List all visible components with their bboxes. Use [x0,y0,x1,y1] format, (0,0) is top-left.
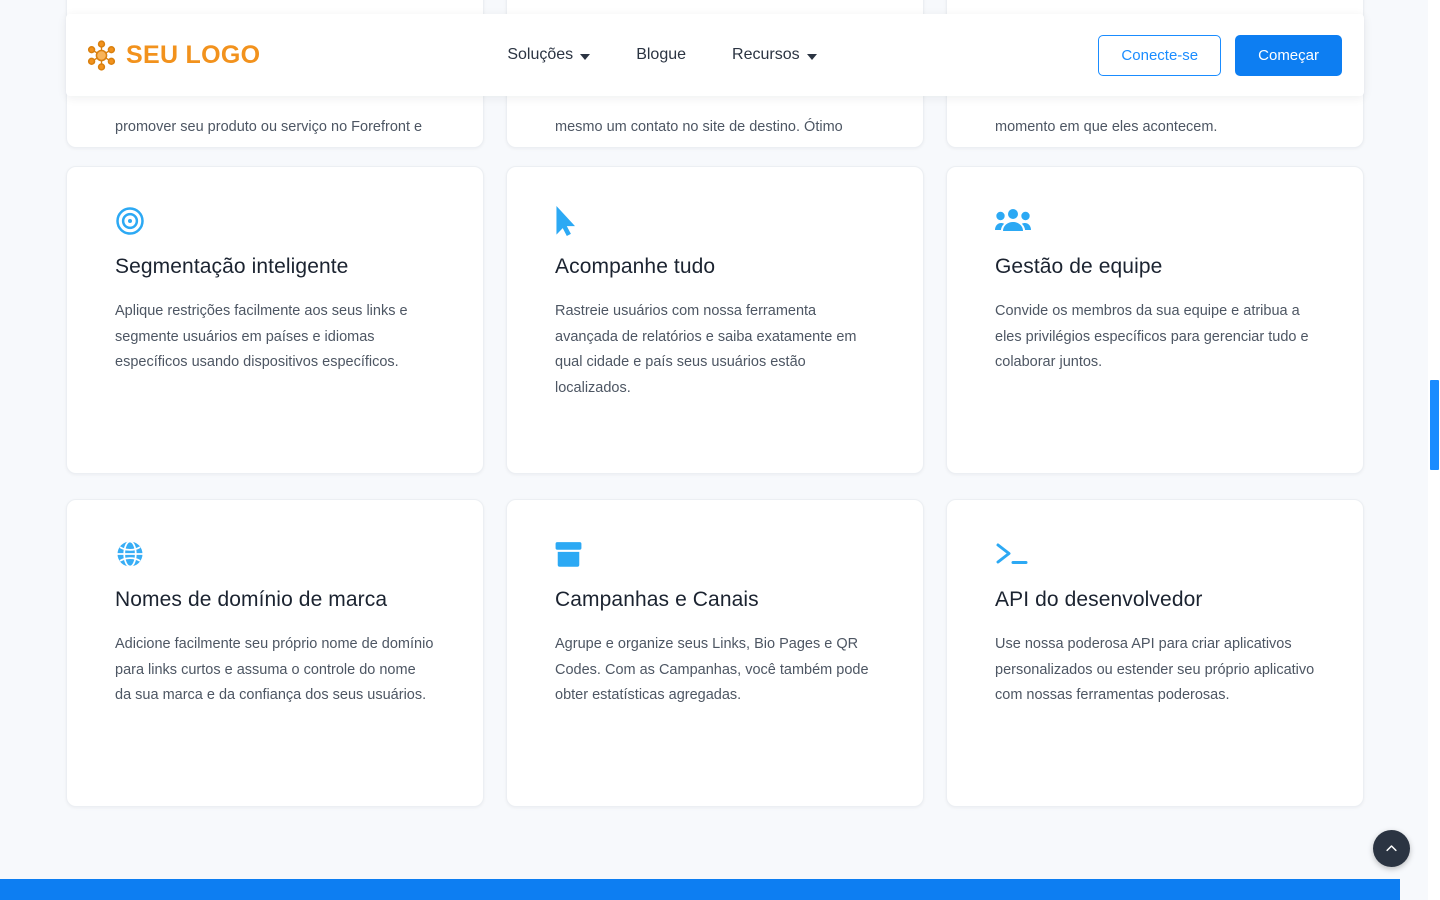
login-button[interactable]: Conecte-se [1098,35,1221,76]
feature-card-body: mesmo um contato no site de destino. Ótimo [555,119,843,135]
nav-item-label: Recursos [732,46,800,63]
feature-card-equipe [946,166,1364,474]
chevron-up-icon [1384,841,1399,856]
page-scrollbar-thumb[interactable] [1430,380,1439,470]
site-header [66,14,1364,96]
cursor-icon [555,201,875,241]
feature-card-title: Nomes de domínio de marca [115,588,388,611]
feature-card-title: API do desenvolvedor [995,588,1203,611]
chevron-down-icon [807,54,817,60]
feature-card-campanhas [506,499,924,807]
feature-card-api [946,499,1364,807]
get-started-button[interactable]: Começar [1235,35,1342,76]
feature-card-title: Segmentação inteligente [115,255,349,278]
header-actions [1098,35,1342,76]
feature-card-body: Convide os membros da sua equipe e atribua a eles privilégios específicos para gerenciar tudo e colaborar juntos. [995,303,1309,370]
feature-card-title: Acompanhe tudo [555,255,716,278]
feature-cards-row-middle [66,166,1364,474]
nav-item-recursos[interactable] [732,46,817,64]
feature-card-segmentacao [66,166,484,474]
nav-item-blogue[interactable] [636,46,686,64]
feature-cards-row-bottom [66,499,1364,807]
feature-card-body: Rastreie usuários com nossa ferramenta avançada de relatórios e saiba exatamente em qual cidade e país seus usuários estão localizados. [555,303,857,396]
feature-card-body: promover seu produto ou serviço no Forefront e [115,119,423,135]
footer-strip [0,879,1400,900]
scroll-to-top-button[interactable] [1373,830,1410,867]
logo-text: SEU LOGO [126,40,261,69]
nav-item-solucoes[interactable] [507,46,590,64]
feature-card-body: Use nossa poderosa API para criar aplicativos personalizados ou estender seu próprio aplicativo com nossas ferramentas poderosas. [995,636,1315,703]
terminal-icon [995,534,1315,574]
feature-card-body: Agrupe e organize seus Links, Bio Pages e QR Codes. Com as Campanhas, você também pode obter estatísticas agregadas. [555,636,869,703]
nav-item-label: Soluções [507,46,574,63]
feature-card-dominio [66,499,484,807]
feature-card-title: Gestão de equipe [995,255,1163,278]
feature-card-body: momento em que eles acontecem. [995,119,1218,135]
nav-item-label: Blogue [636,46,687,63]
main-nav [507,46,816,64]
page-scrollbar-track[interactable] [1428,0,1440,900]
feature-card-acompanhe [506,166,924,474]
logo[interactable] [86,40,260,71]
target-icon [115,201,435,241]
campaign-box-icon [555,534,875,574]
feature-card-body: Adicione facilmente seu próprio nome de domínio para links curtos e assuma o controle do nome da sua marca e da confiança dos seus usuários. [115,636,434,703]
users-icon [995,201,1315,241]
logo-mark-icon [86,40,117,71]
chevron-down-icon [580,54,590,60]
feature-card-title: Campanhas e Canais [555,588,759,611]
feature-card-body: Aplique restrições facilmente aos seus links e segmente usuários em países e idiomas específicos usando dispositivos específicos. [115,303,408,370]
globe-icon [115,534,435,574]
